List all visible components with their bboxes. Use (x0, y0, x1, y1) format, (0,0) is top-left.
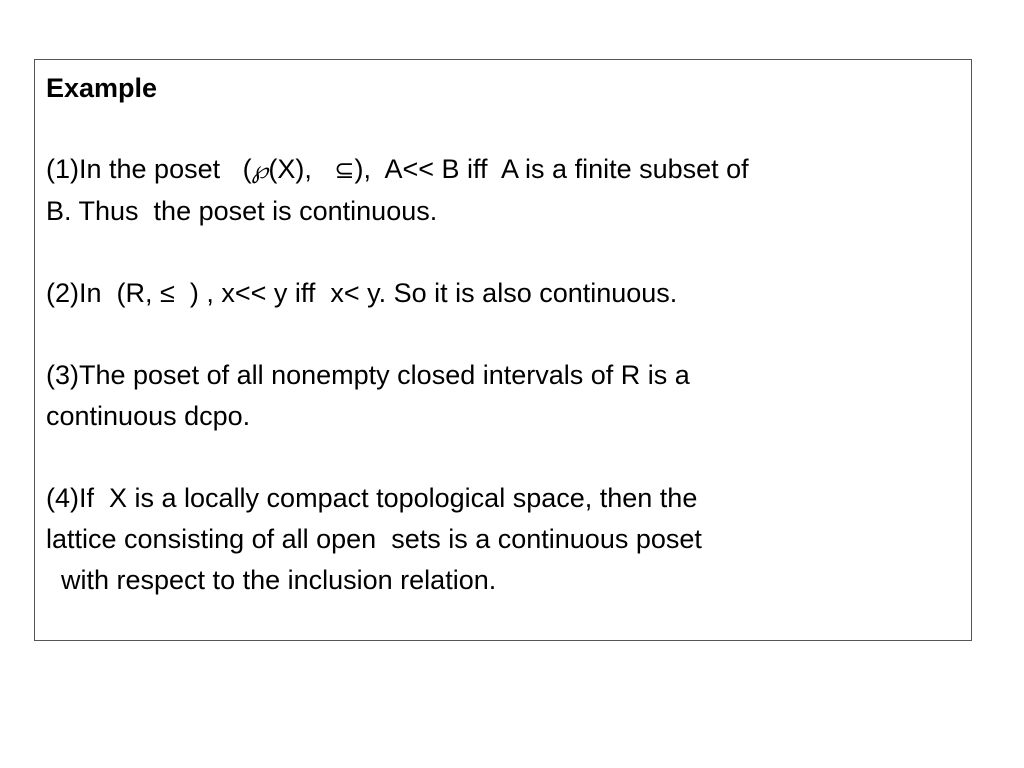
powerset-symbol: ℘ (251, 156, 269, 184)
example-1-line-1 (46, 149, 971, 191)
spacer (46, 232, 971, 273)
example-heading: Example (46, 73, 158, 103)
example-1-text-b: (X), (268, 154, 335, 184)
example-1-text-a: (1)In the poset ( (46, 154, 252, 184)
example-3-line-1: (3)The poset of all nonempty closed intervals of R is a (46, 360, 690, 390)
example-box (34, 59, 972, 641)
example-4-line-3: with respect to the inclusion relation. (46, 565, 497, 595)
example-3-line-2: continuous dcpo. (46, 401, 251, 431)
example-1-text-c: ), A<< B iff A is a finite subset of (354, 154, 749, 184)
example-1-line-2: B. Thus the poset is continuous. (46, 196, 438, 226)
example-4-line-1: (4)If X is a locally compact topological space, then the (46, 483, 698, 513)
spacer (46, 108, 971, 149)
subset-symbol: ⊆ (334, 156, 355, 184)
spacer (46, 437, 971, 478)
spacer (46, 314, 971, 355)
example-4-line-2: lattice consisting of all open sets is a continuous poset (46, 524, 702, 554)
example-2-line-1: (2)In (R, ≤ ) , x<< y iff x< y. So it is also continuous. (46, 278, 678, 308)
